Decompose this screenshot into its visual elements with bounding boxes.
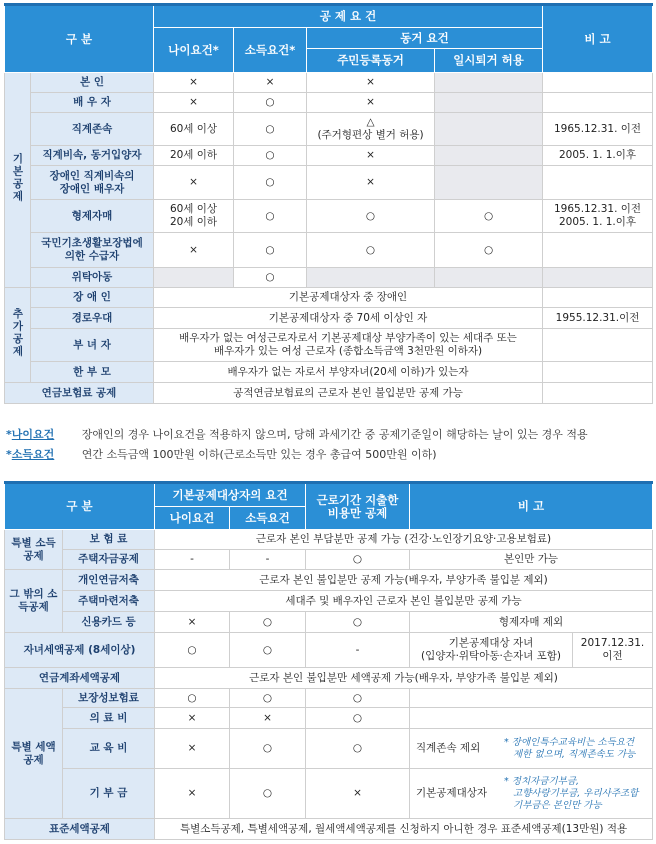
- cell-resident: △ (주거형편상 별거 허용): [307, 113, 435, 146]
- row-label: 의 료 비: [63, 708, 155, 729]
- category-basic: 기본공제: [5, 73, 31, 288]
- cell-income: ○: [230, 689, 306, 708]
- cell-remark: [543, 329, 653, 362]
- deduction-requirements-table: [4, 3, 653, 404]
- cell-income: ○: [234, 233, 307, 268]
- header-gubun: 구 분: [5, 5, 154, 73]
- cell-income: ○: [230, 769, 306, 819]
- cell-income: ○: [234, 268, 307, 288]
- cell-remark: [543, 288, 653, 308]
- cell-remark: 1965.12.31. 이전: [543, 113, 653, 146]
- cell-resident: ×: [307, 73, 435, 93]
- cell-text: 특별소득공제, 특별세액공제, 월세액세액공제를 신청하지 아니한 경우 표준세액공제(13만원) 적용: [155, 819, 653, 840]
- header-remark: 비 고: [410, 483, 653, 530]
- note-text: 연간 소득금액 100만원 이하(근로소득만 있는 경우 총급여 500만원 이하): [81, 448, 437, 461]
- cell-period: ○: [306, 729, 410, 769]
- cell-remark: [410, 689, 653, 708]
- row-label: 개인연금저축: [63, 570, 155, 591]
- cell-text: 근로자 본인 부담분만 공제 가능 (건강·노인장기요양·고용보험료): [155, 530, 653, 550]
- cell-remark: 2005. 1. 1.이후: [543, 146, 653, 166]
- cell-income: ○: [234, 166, 307, 200]
- cell-remark: 형제자매 제외: [410, 612, 653, 633]
- cell-remark: 직계존속 제외 * 장애인특수교육비는 소득요건 제한 없으며, 직계존속도 가능: [410, 729, 653, 769]
- cell-text: 기본공제대상자 중 70세 이상인 자: [154, 308, 543, 329]
- note-text: 장애인의 경우 나이요건을 적용하지 않으며, 당해 과세기간 중 공제기준일이 해당하는 날이 있는 경우 적용: [81, 428, 588, 441]
- header-remark: 비 고: [543, 5, 653, 73]
- row-label: 교 육 비: [63, 729, 155, 769]
- cell-text: 배우자가 없는 여성근로자로서 기본공제대상 부양가족이 있는 세대주 또는 배우자가 있는 여성 근로자 (종합소득금액 3천만원 이하자): [154, 329, 543, 362]
- cell-age: ○: [155, 689, 230, 708]
- header-income: 소득요건*: [234, 28, 307, 73]
- cell-date: 2017.12.31. 이전: [573, 633, 653, 668]
- cell-remark: [543, 383, 653, 404]
- header-gubun: 구 분: [5, 483, 155, 530]
- cell-age: ×: [155, 729, 230, 769]
- header-temporary: 일시퇴거 허용: [435, 49, 543, 73]
- notes: [6, 425, 650, 465]
- cell-period: ×: [306, 769, 410, 819]
- header-age: 나이요건*: [154, 28, 234, 73]
- cell-remark: [543, 233, 653, 268]
- note-age: *나이요건 장애인의 경우 나이요건을 적용하지 않으며, 당해 과세기간 중 공제기준일이 해당하는 날이 있는 경우 적용: [6, 425, 650, 445]
- note-key: 소득요건: [11, 448, 55, 461]
- cell-temporary: [435, 73, 543, 93]
- cell-age: ○: [155, 633, 230, 668]
- cell-income: ○: [230, 612, 306, 633]
- cell-income: -: [230, 550, 306, 570]
- header-age: 나이요건: [155, 507, 230, 530]
- cell-age: 20세 이하: [154, 146, 234, 166]
- cell-income: ×: [230, 708, 306, 729]
- cell-remark: [543, 93, 653, 113]
- row-label: 직계존속: [31, 113, 154, 146]
- header-period: 근로기간 지출한 비용만 공제: [306, 483, 410, 530]
- row-label: 보장성보험료: [63, 689, 155, 708]
- row-label: 위탁아동: [31, 268, 154, 288]
- note-key: 나이요건: [11, 428, 55, 441]
- cell-age: ×: [154, 166, 234, 200]
- cell-remark: [543, 268, 653, 288]
- row-label: 경로우대: [31, 308, 154, 329]
- cell-age: ×: [154, 93, 234, 113]
- cell-temporary: ○: [435, 233, 543, 268]
- category-extra: 추가공제: [5, 288, 31, 383]
- cell-temporary: [435, 146, 543, 166]
- cell-temporary: ○: [435, 200, 543, 233]
- special-deduction-table: [4, 481, 653, 840]
- row-label: 주택자금공제: [63, 550, 155, 570]
- cell-text: 세대주 및 배우자인 근로자 본인 불입분만 공제 가능: [155, 591, 653, 612]
- header-conditions: 공 제 요 건: [154, 5, 543, 28]
- cell-text: 기본공제대상자 중 장애인: [154, 288, 543, 308]
- header-resident: 주민등록동거: [307, 49, 435, 73]
- cell-remark: 1965.12.31. 이전 2005. 1. 1.이후: [543, 200, 653, 233]
- cell-income: ○: [230, 729, 306, 769]
- row-label: 표준세액공제: [5, 819, 155, 840]
- cell-age: ×: [155, 612, 230, 633]
- row-label: 장 애 인: [31, 288, 154, 308]
- cell-text: 공적연금보험료의 근로자 본인 불입분만 공제 가능: [154, 383, 543, 404]
- cell-period: ○: [306, 550, 410, 570]
- cell-income: ○: [234, 146, 307, 166]
- cell-resident: ×: [307, 166, 435, 200]
- cell-remark: 기본공제대상 자녀 (입양자·위탁아동·손자녀 포함): [410, 633, 573, 668]
- row-label: 신용카드 등: [63, 612, 155, 633]
- row-label: 주택마련저축: [63, 591, 155, 612]
- cell-resident: ○: [307, 233, 435, 268]
- category-special-tax: 특별 세액공제: [5, 689, 63, 819]
- cell-resident: [307, 268, 435, 288]
- cell-resident: ×: [307, 146, 435, 166]
- cell-resident: ○: [307, 200, 435, 233]
- cell-remark: [410, 708, 653, 729]
- cell-age: ×: [154, 73, 234, 93]
- row-label: 부 녀 자: [31, 329, 154, 362]
- cell-income: ×: [234, 73, 307, 93]
- cell-resident: ×: [307, 93, 435, 113]
- cell-remark: [543, 73, 653, 93]
- cell-text: 근로자 본인 불입분만 공제 가능(배우자, 부양가족 불입분 제외): [155, 570, 653, 591]
- category-other-income: 그 밖의 소득공제: [5, 570, 63, 633]
- cell-age: ×: [154, 233, 234, 268]
- row-label: 한 부 모: [31, 362, 154, 383]
- cell-remark: 기본공제대상자 * 정치자금기부금, 고향사랑기부금, 우리사주조합 기부금은 본인만 가능: [410, 769, 653, 819]
- cell-remark: [543, 362, 653, 383]
- cell-age: 60세 이상: [154, 113, 234, 146]
- cell-age: -: [155, 550, 230, 570]
- row-label: 국민기초생활보장법에 의한 수급자: [31, 233, 154, 268]
- cell-temporary: [435, 268, 543, 288]
- cell-remark: 1955.12.31.이전: [543, 308, 653, 329]
- cell-income: ○: [230, 633, 306, 668]
- header-income: 소득요건: [230, 507, 306, 530]
- header-cohab: 동거 요건: [307, 28, 543, 49]
- cell-income: ○: [234, 200, 307, 233]
- header-basic-req: 기본공제대상자의 요건: [155, 483, 306, 507]
- cell-age: 60세 이상 20세 이하: [154, 200, 234, 233]
- cell-text: 근로자 본인 불입분만 세액공제 가능(배우자, 부양가족 불입분 제외): [155, 668, 653, 689]
- row-label: 직계비속, 동거입양자: [31, 146, 154, 166]
- cell-temporary: [435, 113, 543, 146]
- cell-age: ×: [155, 769, 230, 819]
- cell-income: ○: [234, 93, 307, 113]
- cell-remark: 본인만 가능: [410, 550, 653, 570]
- row-label: 배 우 자: [31, 93, 154, 113]
- cell-age: [154, 268, 234, 288]
- row-label: 형제자매: [31, 200, 154, 233]
- cell-temporary: [435, 166, 543, 200]
- row-label: 본 인: [31, 73, 154, 93]
- cell-remark: [543, 166, 653, 200]
- row-label: 보 험 료: [63, 530, 155, 550]
- pension-label: 연금보험료 공제: [5, 383, 154, 404]
- row-label: 장애인 직계비속의 장애인 배우자: [31, 166, 154, 200]
- cell-text: 배우자가 없는 자로서 부양자녀(20세 이하)가 있는자: [154, 362, 543, 383]
- cell-income: ○: [234, 113, 307, 146]
- cell-period: ○: [306, 612, 410, 633]
- cell-age: ×: [155, 708, 230, 729]
- category-special-income: 특별 소득공제: [5, 530, 63, 570]
- row-label: 기 부 금: [63, 769, 155, 819]
- cell-temporary: [435, 93, 543, 113]
- cell-period: ○: [306, 689, 410, 708]
- row-label: 자녀세액공제 (8세이상): [5, 633, 155, 668]
- cell-period: ○: [306, 708, 410, 729]
- cell-period: -: [306, 633, 410, 668]
- note-income: *소득요건 연간 소득금액 100만원 이하(근로소득만 있는 경우 총급여 500만원 이하): [6, 445, 650, 465]
- row-label: 연금계좌세액공제: [5, 668, 155, 689]
